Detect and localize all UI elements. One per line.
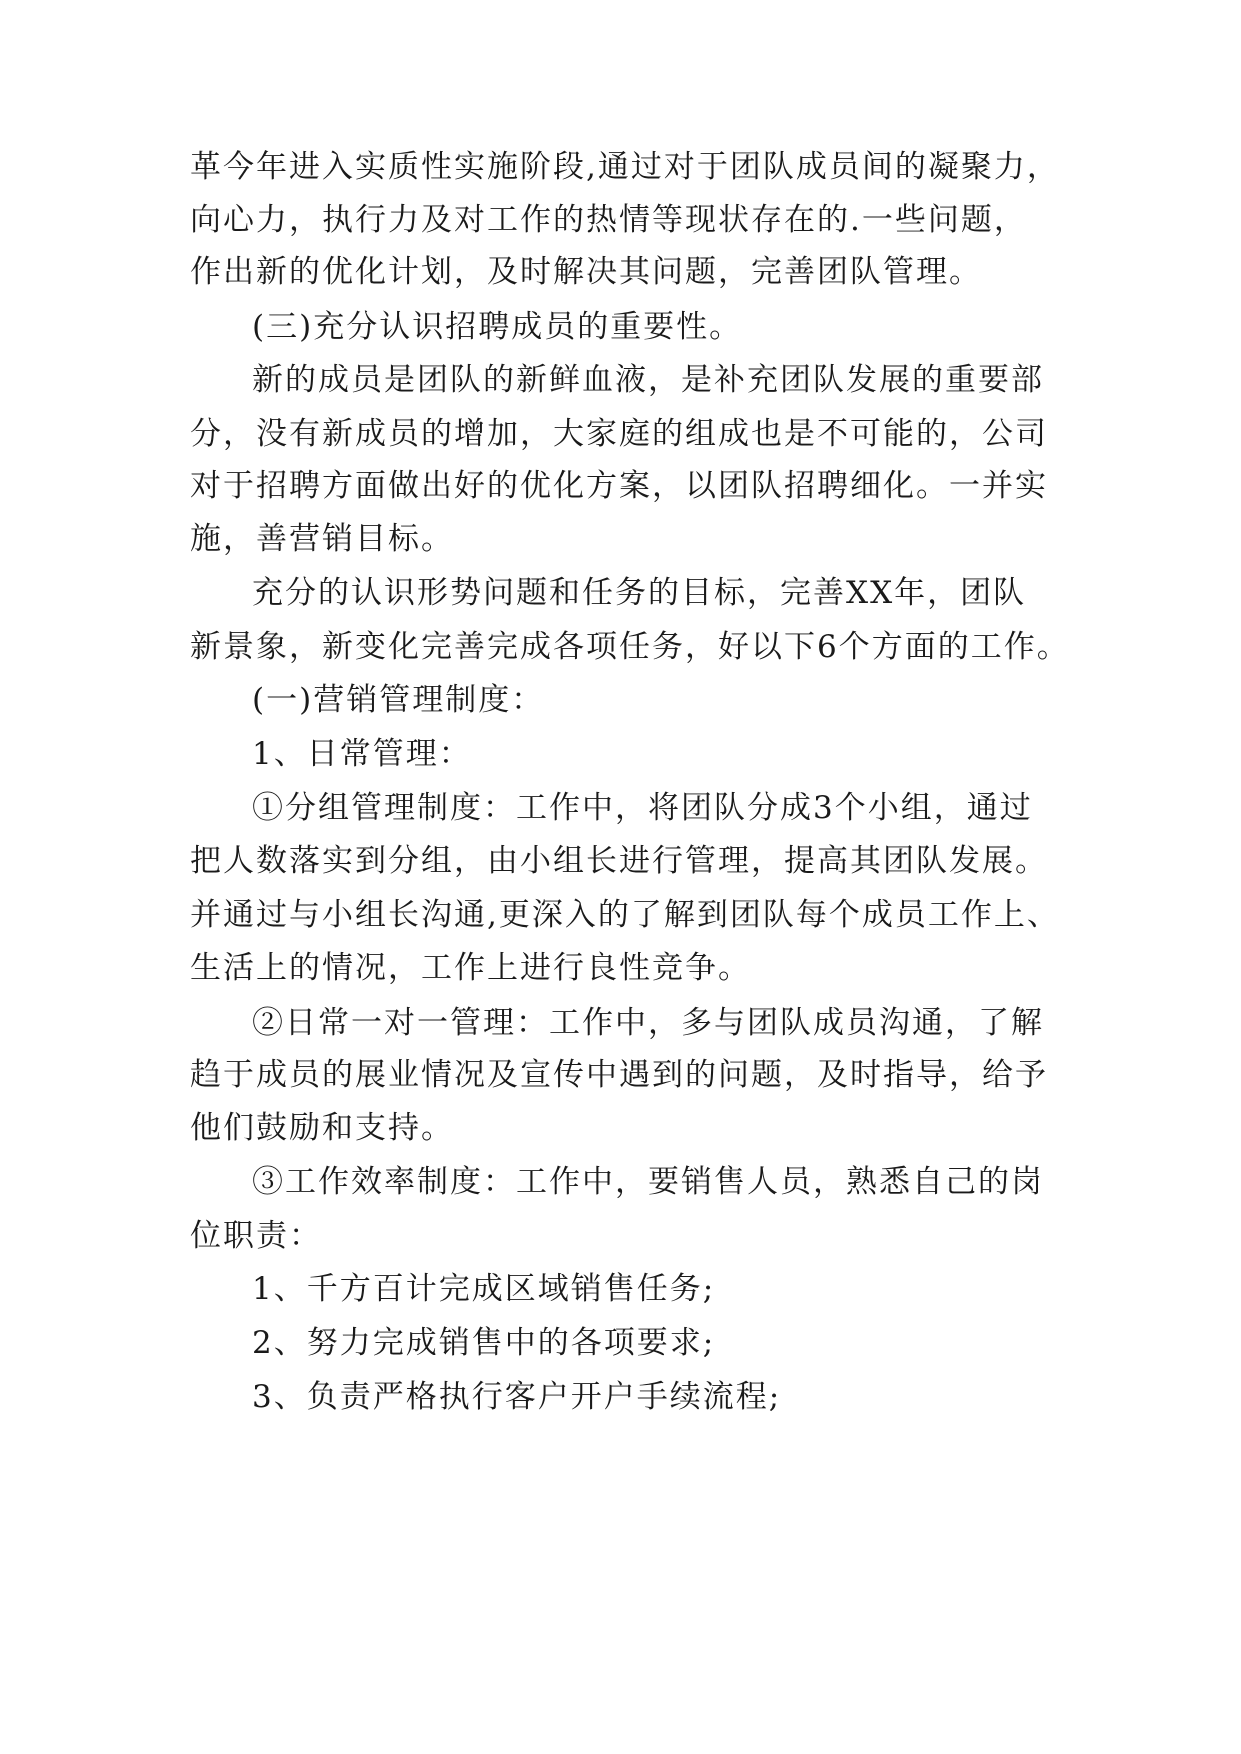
- section-heading: (三)充分认识招聘成员的重要性。: [252, 309, 743, 345]
- list-item: 3、负责严格执行客户开户手续流程;: [252, 1379, 782, 1415]
- text-line: 充分的认识形势问题和任务的目标，完善XX年，团队: [252, 575, 1027, 611]
- subsection-heading: 1、日常管理：: [252, 736, 472, 772]
- text-line: 把人数落实到分组，由小组长进行管理，提高其团队发展。: [190, 843, 1048, 879]
- text-line: 对于招聘方面做出好的优化方案，以团队招聘细化。一并实: [190, 468, 1048, 504]
- text-line: ①分组管理制度：工作中，将团队分成3个小组，通过: [252, 790, 1033, 826]
- list-item: 1、千方百计完成区域销售任务;: [252, 1271, 716, 1307]
- text-line: 新景象，新变化完善完成各项任务，好以下6个方面的工作。: [190, 629, 1070, 665]
- text-line: ③工作效率制度：工作中，要销售人员，熟悉自己的岗: [252, 1164, 1044, 1200]
- text-line: 作出新的优化计划，及时解决其问题，完善团队管理。: [190, 254, 982, 290]
- text-line: 他们鼓励和支持。: [190, 1110, 454, 1146]
- text-line: 并通过与小组长沟通,更深入的了解到团队每个成员工作上、: [190, 897, 1060, 933]
- text-line: 趋于成员的展业情况及宣传中遇到的问题，及时指导，给予: [190, 1057, 1048, 1093]
- section-heading: (一)营销管理制度：: [252, 682, 545, 718]
- text-line: 分，没有新成员的增加，大家庭的组成也是不可能的，公司: [190, 416, 1048, 452]
- text-line: 革今年进入实质性实施阶段,通过对于团队成员间的凝聚力，: [190, 149, 1060, 185]
- text-line: 向心力，执行力及对工作的热情等现状存在的.一些问题，: [190, 202, 1027, 238]
- text-line: 新的成员是团队的新鲜血液，是补充团队发展的重要部: [252, 362, 1044, 398]
- text-line: ②日常一对一管理：工作中，多与团队成员沟通，了解: [252, 1005, 1044, 1041]
- text-line: 施，善营销目标。: [190, 521, 454, 557]
- text-line: 生活上的情况，工作上进行良性竞争。: [190, 950, 751, 986]
- text-line: 位职责：: [190, 1218, 322, 1254]
- list-item: 2、努力完成销售中的各项要求;: [252, 1325, 716, 1361]
